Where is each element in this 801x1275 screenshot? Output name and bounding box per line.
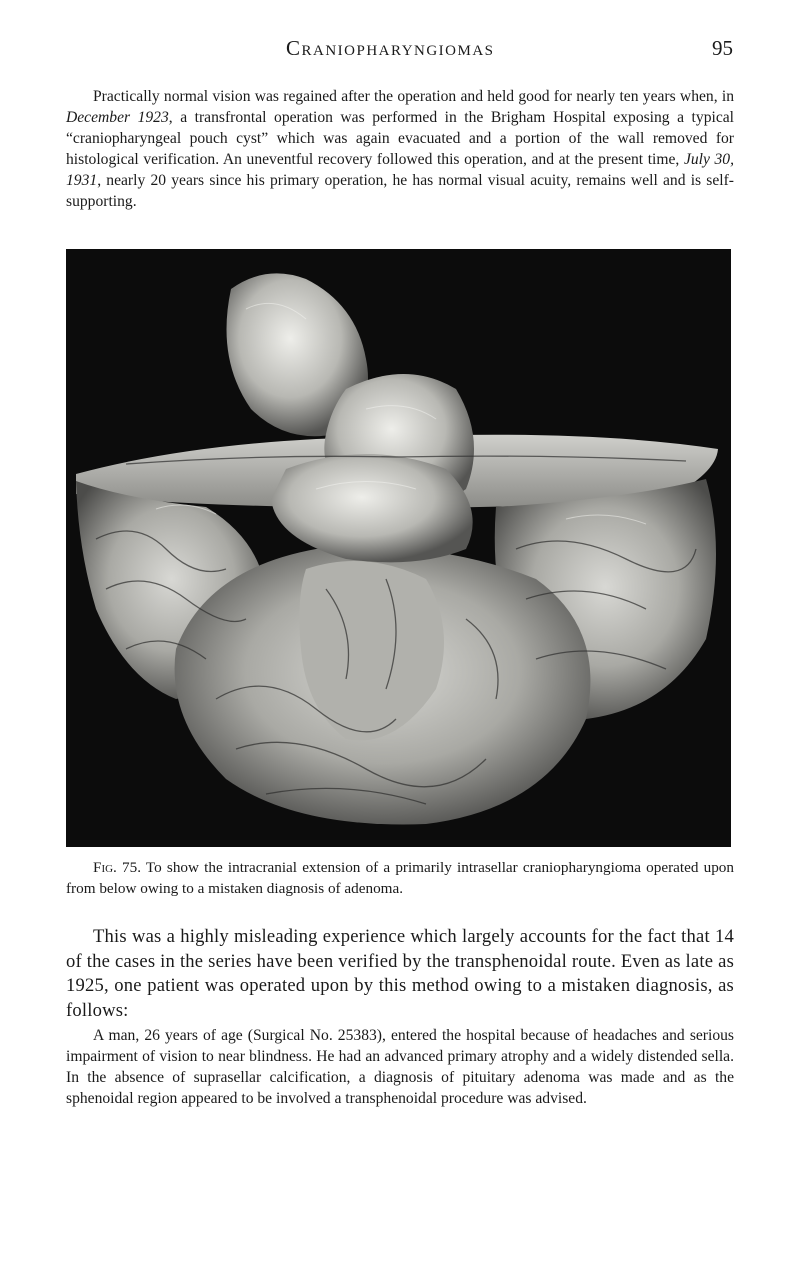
page-number: 95 [712, 36, 733, 60]
paragraph-1-date-1: December 1923 [66, 109, 169, 126]
paragraph-1-part-3: , nearly 20 years since his primary operation, he has normal visual acuity, remains well and is self-supporting. [66, 172, 734, 210]
paragraph-3: A man, 26 years of age (Surgical No. 25383), entered the hospital because of headaches and serious impairment of vision to near blindness. He had an advanced primary atrophy and a widely distended sella. In the absence of suprasellar calcification, a diagnosis of pituitary adenoma was made and as the sphenoidal region appeared to be involved a transphenoidal procedure was advised. [66, 1027, 734, 1107]
paragraph-1 [66, 86, 734, 212]
paragraph-1-part-1: Practically normal vision was regained after the operation and held good for nearly ten years when, in [93, 88, 734, 105]
paragraph-2: This was a highly misleading experience which largely accounts for the fact that 14 of the cases in the series have been verified by the transphenoidal route. Even as late as 1925, one patient was operated upon by this method owing to a mistaken diagnosis, as follows: [66, 926, 734, 1021]
specimen-photograph [66, 249, 731, 847]
brain-specimen-image [66, 249, 731, 847]
figure-label: Fig. 75. [93, 859, 142, 876]
figure-caption [66, 857, 734, 899]
running-head [93, 36, 733, 66]
figure-caption-text: To show the intracranial extension of a primarily intrasellar craniopharyngioma operated upon from below owing to a mistaken diagnosis of adenoma. [66, 859, 734, 897]
paragraph-1-part-2: , a transfrontal operation was performed in the Brigham Hospital exposing a typical “craniopharyngeal pouch cyst” which was again evacuated and a portion of the wall removed for histological verification. An uneventful recovery followed this operation, and at the present time, [66, 109, 734, 168]
paragraph-1-date-2: July 30, 1931 [66, 151, 734, 189]
running-title: Craniopharyngiomas [286, 36, 495, 60]
